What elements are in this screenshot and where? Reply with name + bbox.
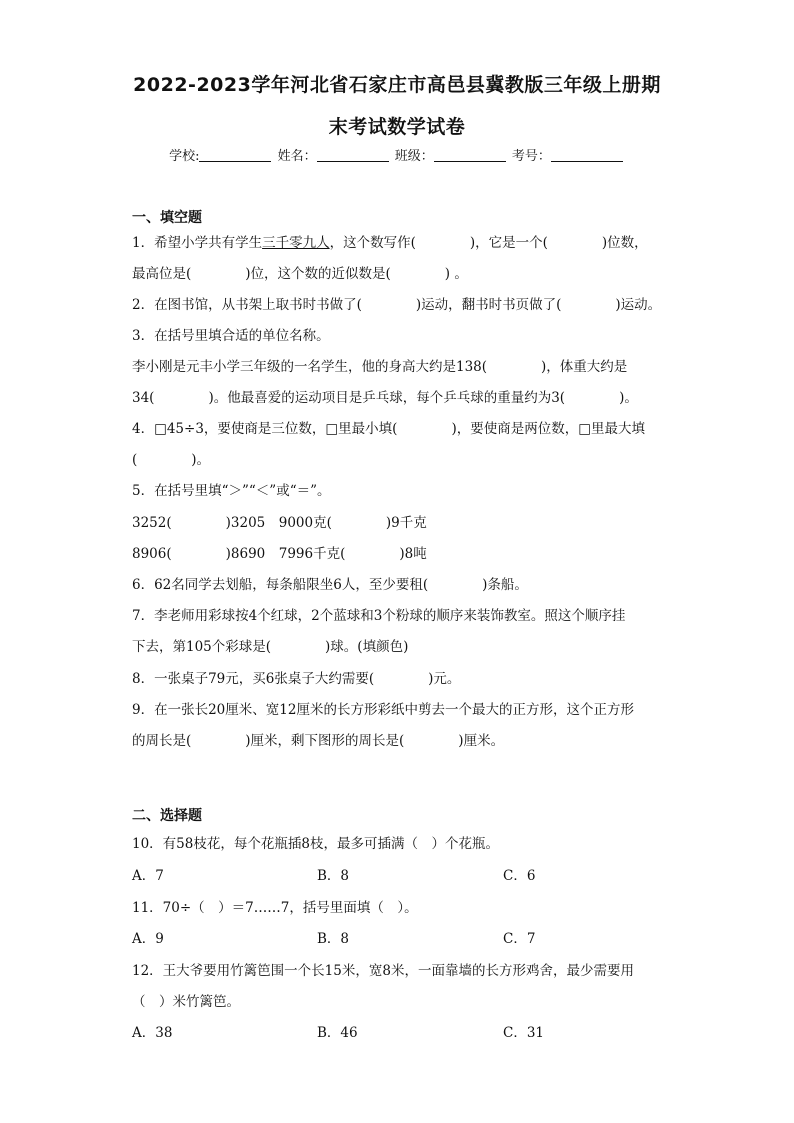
section-choice-heading: 二、选择题 [132, 808, 202, 824]
class-blank[interactable] [434, 148, 506, 162]
q12-option-c[interactable]: C．31 [503, 1025, 545, 1041]
name-blank[interactable] [317, 148, 389, 162]
question-5: 5．在括号里填“＞”“＜”或“＝”。 [132, 483, 331, 499]
question-4: 4．□45÷3，要使商是三位数，□里最小填( )，要使商是两位数，□里最大填 [132, 421, 645, 437]
section-fill-heading: 一、填空题 [132, 210, 202, 226]
q11-option-a[interactable]: A．9 [132, 931, 164, 947]
question-4-line2: ( )。 [132, 452, 211, 468]
question-5-row2: 8906( )8690 7996千克( )8吨 [132, 546, 427, 562]
school-label: 学校: [169, 149, 200, 164]
exam-title-line1: 2022-2023学年河北省石家庄市高邑县冀教版三年级上册期 [133, 74, 661, 96]
question-6: 6．62名同学去划船，每条船限坐6人，至少要租( )条船。 [132, 577, 528, 593]
question-11: 11．70÷（ ）＝7……7，括号里面填（ ）。 [132, 900, 418, 916]
q12-option-b[interactable]: B．46 [317, 1025, 358, 1041]
q1-pre: 1．希望小学共有学生 [132, 235, 263, 251]
question-5-row1: 3252( )3205 9000克( )9千克 [132, 515, 427, 531]
school-blank[interactable] [199, 148, 271, 162]
question-3-line3: 34( )。他最喜爱的运动项目是乒乓球，每个乒乓球的重量约为3( )。 [132, 390, 638, 406]
q1-underlined: 三千零九人 [262, 235, 330, 251]
question-12-line2: （ ）米竹篱笆。 [132, 994, 240, 1010]
q11-option-c[interactable]: C．7 [503, 931, 536, 947]
student-info-row [0, 145, 794, 164]
question-7-line2: 下去，第105个彩球是( )球。(填颜色) [132, 639, 409, 655]
q12-option-a[interactable]: A．38 [132, 1025, 173, 1041]
q1-post: ，这个数写作( )，它是一个( )位数， [329, 235, 648, 251]
question-3: 3．在括号里填合适的单位名称。 [132, 328, 330, 344]
q10-option-b[interactable]: B．8 [317, 868, 350, 884]
name-label: 姓名： [277, 149, 317, 164]
class-label: 班级： [394, 149, 434, 164]
question-8: 8．一张桌子79元，买6张桌子大约需要( )元。 [132, 671, 461, 687]
question-1-line2: 最高位是( )位，这个数的近似数是( ) 。 [132, 266, 468, 282]
exam-number-label: 考号： [511, 149, 551, 164]
q10-option-a[interactable]: A．7 [132, 868, 164, 884]
question-2: 2．在图书馆，从书架上取书时书做了( )运动，翻书时书页做了( )运动。 [132, 297, 662, 313]
question-1-line1 [132, 233, 672, 253]
question-9-line2: 的周长是( )厘米，剩下图形的周长是( )厘米。 [132, 733, 505, 749]
exam-number-blank[interactable] [551, 148, 623, 162]
q11-option-b[interactable]: B．8 [317, 931, 350, 947]
question-9: 9．在一张长20厘米、宽12厘米的长方形彩纸中剪去一个最大的正方形，这个正方形 [132, 702, 634, 718]
exam-title-line2: 末考试数学试卷 [328, 116, 466, 138]
q10-option-c[interactable]: C．6 [503, 868, 536, 884]
question-3-line2: 李小刚是元丰小学三年级的一名学生，他的身高大约是138( )，体重大约是 [132, 359, 628, 375]
question-7: 7．李老师用彩球按4个红球，2个蓝球和3个粉球的顺序来装饰教室。照这个顺序挂 [132, 608, 626, 624]
question-10: 10．有58枝花，每个花瓶插8枝，最多可插满（ ）个花瓶。 [132, 836, 499, 852]
question-12: 12．王大爷要用竹篱笆围一个长15米，宽8米，一面靠墙的长方形鸡舍，最少需要用 [132, 963, 634, 979]
